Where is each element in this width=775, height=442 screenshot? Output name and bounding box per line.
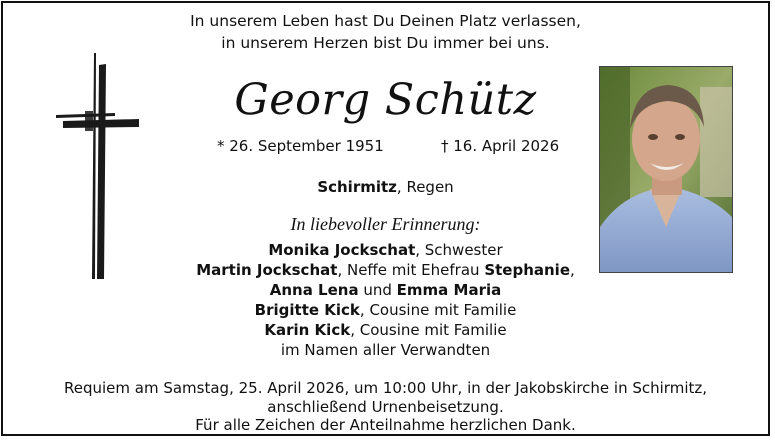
residence-region: , Regen <box>396 178 454 196</box>
intro-line-1: In unserem Leben hast Du Deinen Platz verlassen, <box>190 12 581 30</box>
birth-date: * 26. September 1951 <box>217 137 384 155</box>
mourner-name: Brigitte Kick <box>254 301 360 319</box>
thanks-line: Für alle Zeichen der Anteilnahme herzlichen Dank. <box>195 416 576 434</box>
mourner-relation: , Cousine mit Familie <box>359 301 517 319</box>
mourner-relation: , Cousine mit Familie <box>350 321 507 339</box>
obituary-notice <box>1 1 770 436</box>
mourner-line <box>3 301 768 319</box>
portrait-photo <box>599 66 733 273</box>
mourner-name: Anna Lena <box>269 281 359 299</box>
mourner-relation: , Neffe mit Ehefrau <box>337 261 485 279</box>
mourner-punct: , <box>570 261 575 279</box>
mourner-conjunction: und <box>358 281 397 299</box>
residence-town: Schirmitz <box>317 178 397 196</box>
death-date: † 16. April 2026 <box>441 137 560 155</box>
mourner-name: Karin Kick <box>264 321 351 339</box>
mourner-name: Stephanie <box>484 261 570 279</box>
mourner-line <box>3 281 768 299</box>
intro-line-2: in unserem Herzen bist Du immer bei uns. <box>221 34 550 52</box>
memory-heading: In liebevoller Erinnerung: <box>290 214 481 234</box>
mourner-line <box>3 321 768 339</box>
mourner-relation: , Schwester <box>415 241 503 259</box>
deceased-name: Georg Schütz <box>234 75 537 125</box>
mourner-name: Emma Maria <box>396 281 502 299</box>
mourner-closing: im Namen aller Verwandten <box>280 341 491 359</box>
burial-info: anschließend Urnenbeisetzung. <box>267 398 504 416</box>
requiem-info: Requiem am Samstag, 25. April 2026, um 10:00 Uhr, in der Jakobskirche in Schirmitz, <box>63 379 708 397</box>
mourner-name: Monika Jockschat <box>268 241 416 259</box>
mourner-name: Martin Jockschat <box>196 261 338 279</box>
